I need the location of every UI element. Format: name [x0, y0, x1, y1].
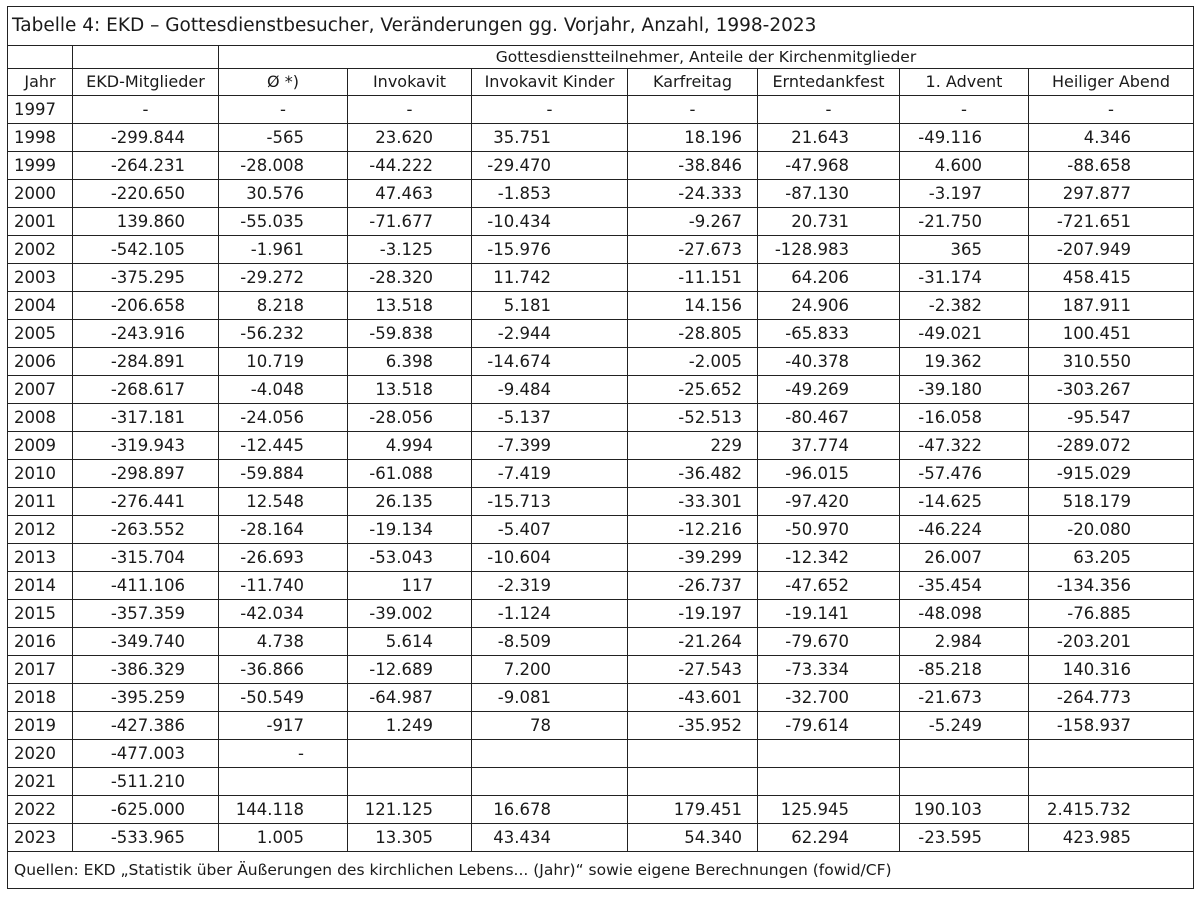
cell-ekd-members: -542.105: [73, 236, 219, 264]
column-header-first-advent: 1. Advent: [900, 69, 1029, 96]
cell-ekd-members: -284.891: [73, 348, 219, 376]
cell-good-friday: -35.952: [628, 712, 758, 740]
cell-first-advent: -23.595: [900, 824, 1029, 852]
cell-first-advent: -49.116: [900, 124, 1029, 152]
cell-ekd-members: -243.916: [73, 320, 219, 348]
cell-invokavit: -28.056: [348, 404, 472, 432]
table-row: [8, 292, 1194, 320]
cell-good-friday: -9.267: [628, 208, 758, 236]
year-cell: 2007: [8, 376, 73, 404]
cell-invokavit-children: -15.713: [472, 488, 628, 516]
cell-harvest-festival: -96.015: [758, 460, 900, 488]
table-body: [8, 96, 1194, 852]
cell-harvest-festival: 20.731: [758, 208, 900, 236]
cell-harvest-festival: [758, 740, 900, 768]
cell-good-friday: -28.805: [628, 320, 758, 348]
cell-harvest-festival: -: [758, 96, 900, 124]
column-header-year: Jahr: [8, 69, 73, 96]
table-row: [8, 124, 1194, 152]
cell-ekd-members: -220.650: [73, 180, 219, 208]
cell-christmas-eve: -203.201: [1029, 628, 1194, 656]
title-row: [8, 7, 1194, 46]
cell-average: -28.164: [219, 516, 348, 544]
cell-christmas-eve: 100.451: [1029, 320, 1194, 348]
cell-first-advent: -21.673: [900, 684, 1029, 712]
cell-first-advent: [900, 740, 1029, 768]
cell-good-friday: -19.197: [628, 600, 758, 628]
year-cell: 2019: [8, 712, 73, 740]
cell-invokavit-children: 16.678: [472, 796, 628, 824]
cell-good-friday: 18.196: [628, 124, 758, 152]
cell-ekd-members: -206.658: [73, 292, 219, 320]
year-cell: 2008: [8, 404, 73, 432]
cell-average: -55.035: [219, 208, 348, 236]
cell-good-friday: -21.264: [628, 628, 758, 656]
cell-average: [219, 768, 348, 796]
year-cell: 2020: [8, 740, 73, 768]
cell-ekd-members: -625.000: [73, 796, 219, 824]
cell-good-friday: 179.451: [628, 796, 758, 824]
cell-invokavit: 13.305: [348, 824, 472, 852]
cell-good-friday: -24.333: [628, 180, 758, 208]
cell-invokavit-children: -7.419: [472, 460, 628, 488]
year-cell: 2018: [8, 684, 73, 712]
cell-first-advent: -47.322: [900, 432, 1029, 460]
cell-average: -12.445: [219, 432, 348, 460]
cell-good-friday: -: [628, 96, 758, 124]
table-row: [8, 796, 1194, 824]
table-row: [8, 152, 1194, 180]
cell-invokavit: -39.002: [348, 600, 472, 628]
cell-invokavit-children: -8.509: [472, 628, 628, 656]
cell-first-advent: 365: [900, 236, 1029, 264]
column-header-row: [8, 69, 1194, 96]
blank-header-cell: [8, 46, 73, 69]
cell-ekd-members: -319.943: [73, 432, 219, 460]
cell-average: -29.272: [219, 264, 348, 292]
year-cell: 2002: [8, 236, 73, 264]
cell-invokavit-children: 7.200: [472, 656, 628, 684]
cell-christmas-eve: -264.773: [1029, 684, 1194, 712]
table-row: [8, 180, 1194, 208]
cell-average: -59.884: [219, 460, 348, 488]
blank-header-cell: [73, 46, 219, 69]
cell-christmas-eve: -: [1029, 96, 1194, 124]
cell-ekd-members: -317.181: [73, 404, 219, 432]
cell-good-friday: -33.301: [628, 488, 758, 516]
cell-average: 12.548: [219, 488, 348, 516]
cell-first-advent: -49.021: [900, 320, 1029, 348]
column-header-ekd-members: EKD-Mitglieder: [73, 69, 219, 96]
cell-harvest-festival: -79.670: [758, 628, 900, 656]
table-row: [8, 432, 1194, 460]
cell-christmas-eve: -303.267: [1029, 376, 1194, 404]
cell-first-advent: -21.750: [900, 208, 1029, 236]
cell-average: -11.740: [219, 572, 348, 600]
table-row: [8, 768, 1194, 796]
cell-harvest-festival: -12.342: [758, 544, 900, 572]
year-cell: 2006: [8, 348, 73, 376]
cell-average: 4.738: [219, 628, 348, 656]
cell-good-friday: -11.151: [628, 264, 758, 292]
cell-average: 1.005: [219, 824, 348, 852]
cell-christmas-eve: -915.029: [1029, 460, 1194, 488]
cell-harvest-festival: 37.774: [758, 432, 900, 460]
cell-first-advent: -39.180: [900, 376, 1029, 404]
cell-average: -24.056: [219, 404, 348, 432]
cell-harvest-festival: -47.652: [758, 572, 900, 600]
cell-ekd-members: -533.965: [73, 824, 219, 852]
cell-first-advent: -: [900, 96, 1029, 124]
table-row: [8, 824, 1194, 852]
cell-invokavit: 117: [348, 572, 472, 600]
year-cell: 2014: [8, 572, 73, 600]
cell-good-friday: -12.216: [628, 516, 758, 544]
cell-first-advent: -16.058: [900, 404, 1029, 432]
cell-good-friday: [628, 768, 758, 796]
year-cell: 2012: [8, 516, 73, 544]
cell-invokavit: -59.838: [348, 320, 472, 348]
cell-good-friday: -52.513: [628, 404, 758, 432]
cell-harvest-festival: -79.614: [758, 712, 900, 740]
cell-ekd-members: -276.441: [73, 488, 219, 516]
cell-first-advent: 19.362: [900, 348, 1029, 376]
cell-harvest-festival: [758, 768, 900, 796]
cell-first-advent: -3.197: [900, 180, 1029, 208]
cell-average: -: [219, 740, 348, 768]
cell-harvest-festival: -128.983: [758, 236, 900, 264]
cell-invokavit: 26.135: [348, 488, 472, 516]
cell-average: -: [219, 96, 348, 124]
cell-christmas-eve: -76.885: [1029, 600, 1194, 628]
cell-invokavit: -3.125: [348, 236, 472, 264]
cell-ekd-members: -477.003: [73, 740, 219, 768]
table-row: [8, 404, 1194, 432]
cell-invokavit-children: -: [472, 96, 628, 124]
cell-good-friday: [628, 740, 758, 768]
cell-average: -28.008: [219, 152, 348, 180]
column-header-average: Ø *): [219, 69, 348, 96]
data-table-container: [7, 6, 1193, 889]
cell-average: -50.549: [219, 684, 348, 712]
column-header-good-friday: Karfreitag: [628, 69, 758, 96]
cell-harvest-festival: -49.269: [758, 376, 900, 404]
cell-good-friday: -27.543: [628, 656, 758, 684]
cell-christmas-eve: 2.415.732: [1029, 796, 1194, 824]
cell-invokavit: -64.987: [348, 684, 472, 712]
cell-invokavit-children: [472, 740, 628, 768]
cell-average: -565: [219, 124, 348, 152]
cell-invokavit: -12.689: [348, 656, 472, 684]
cell-christmas-eve: -134.356: [1029, 572, 1194, 600]
cell-invokavit-children: -9.081: [472, 684, 628, 712]
cell-harvest-festival: -32.700: [758, 684, 900, 712]
column-header-christmas-eve: Heiliger Abend: [1029, 69, 1194, 96]
cell-invokavit: 121.125: [348, 796, 472, 824]
cell-first-advent: 26.007: [900, 544, 1029, 572]
cell-first-advent: 190.103: [900, 796, 1029, 824]
cell-invokavit-children: -29.470: [472, 152, 628, 180]
table-title: Tabelle 4: EKD – Gottesdienstbesucher, Veränderungen gg. Vorjahr, Anzahl, 1998-2023: [8, 7, 1194, 46]
cell-christmas-eve: [1029, 768, 1194, 796]
table-row: [8, 600, 1194, 628]
cell-invokavit: 13.518: [348, 376, 472, 404]
year-cell: 2009: [8, 432, 73, 460]
cell-average: 10.719: [219, 348, 348, 376]
column-header-invokavit: Invokavit: [348, 69, 472, 96]
table-row: [8, 460, 1194, 488]
cell-christmas-eve: 187.911: [1029, 292, 1194, 320]
cell-christmas-eve: -20.080: [1029, 516, 1194, 544]
cell-invokavit: 47.463: [348, 180, 472, 208]
cell-harvest-festival: 62.294: [758, 824, 900, 852]
year-cell: 1998: [8, 124, 73, 152]
cell-first-advent: -85.218: [900, 656, 1029, 684]
cell-invokavit: 6.398: [348, 348, 472, 376]
table-row: [8, 684, 1194, 712]
cell-christmas-eve: 63.205: [1029, 544, 1194, 572]
cell-christmas-eve: -721.651: [1029, 208, 1194, 236]
cell-harvest-festival: -40.378: [758, 348, 900, 376]
table-row: [8, 740, 1194, 768]
cell-average: 30.576: [219, 180, 348, 208]
cell-harvest-festival: -73.334: [758, 656, 900, 684]
cell-invokavit: -61.088: [348, 460, 472, 488]
source-row: [8, 852, 1194, 889]
cell-invokavit-children: -15.976: [472, 236, 628, 264]
cell-invokavit-children: -2.944: [472, 320, 628, 348]
year-cell: 2017: [8, 656, 73, 684]
cell-christmas-eve: -88.658: [1029, 152, 1194, 180]
cell-christmas-eve: 310.550: [1029, 348, 1194, 376]
cell-invokavit-children: -5.407: [472, 516, 628, 544]
cell-christmas-eve: 458.415: [1029, 264, 1194, 292]
cell-invokavit-children: -10.434: [472, 208, 628, 236]
cell-harvest-festival: 21.643: [758, 124, 900, 152]
cell-first-advent: -57.476: [900, 460, 1029, 488]
cell-average: -1.961: [219, 236, 348, 264]
cell-first-advent: -2.382: [900, 292, 1029, 320]
church-attendance-table: [7, 6, 1194, 889]
cell-harvest-festival: -65.833: [758, 320, 900, 348]
year-cell: 2023: [8, 824, 73, 852]
cell-invokavit-children: [472, 768, 628, 796]
cell-average: -4.048: [219, 376, 348, 404]
cell-ekd-members: -375.295: [73, 264, 219, 292]
cell-christmas-eve: 297.877: [1029, 180, 1194, 208]
cell-invokavit: -19.134: [348, 516, 472, 544]
cell-invokavit: 1.249: [348, 712, 472, 740]
cell-invokavit: 4.994: [348, 432, 472, 460]
cell-invokavit-children: -14.674: [472, 348, 628, 376]
group-header-row: [8, 46, 1194, 69]
cell-invokavit-children: -7.399: [472, 432, 628, 460]
cell-average: -42.034: [219, 600, 348, 628]
year-cell: 2001: [8, 208, 73, 236]
cell-ekd-members: -411.106: [73, 572, 219, 600]
cell-first-advent: [900, 768, 1029, 796]
cell-christmas-eve: 518.179: [1029, 488, 1194, 516]
cell-good-friday: 14.156: [628, 292, 758, 320]
cell-first-advent: -31.174: [900, 264, 1029, 292]
cell-harvest-festival: -47.968: [758, 152, 900, 180]
cell-christmas-eve: 4.346: [1029, 124, 1194, 152]
cell-invokavit-children: -1.124: [472, 600, 628, 628]
table-row: [8, 712, 1194, 740]
cell-invokavit-children: 35.751: [472, 124, 628, 152]
year-cell: 2021: [8, 768, 73, 796]
cell-ekd-members: -349.740: [73, 628, 219, 656]
year-cell: 2000: [8, 180, 73, 208]
year-cell: 2004: [8, 292, 73, 320]
cell-invokavit-children: 5.181: [472, 292, 628, 320]
cell-invokavit: [348, 740, 472, 768]
cell-first-advent: -35.454: [900, 572, 1029, 600]
year-cell: 2015: [8, 600, 73, 628]
cell-invokavit-children: -10.604: [472, 544, 628, 572]
cell-harvest-festival: 125.945: [758, 796, 900, 824]
cell-good-friday: -25.652: [628, 376, 758, 404]
cell-harvest-festival: -19.141: [758, 600, 900, 628]
table-row: [8, 236, 1194, 264]
cell-first-advent: 2.984: [900, 628, 1029, 656]
cell-ekd-members: -263.552: [73, 516, 219, 544]
cell-first-advent: 4.600: [900, 152, 1029, 180]
cell-good-friday: -26.737: [628, 572, 758, 600]
year-cell: 2003: [8, 264, 73, 292]
table-row: [8, 656, 1194, 684]
cell-invokavit-children: 43.434: [472, 824, 628, 852]
cell-invokavit: [348, 768, 472, 796]
cell-invokavit: 23.620: [348, 124, 472, 152]
cell-invokavit-children: -2.319: [472, 572, 628, 600]
table-row: [8, 488, 1194, 516]
cell-ekd-members: -427.386: [73, 712, 219, 740]
cell-invokavit-children: 78: [472, 712, 628, 740]
table-row: [8, 320, 1194, 348]
cell-ekd-members: -299.844: [73, 124, 219, 152]
cell-good-friday: -27.673: [628, 236, 758, 264]
cell-christmas-eve: -95.547: [1029, 404, 1194, 432]
cell-harvest-festival: -87.130: [758, 180, 900, 208]
cell-good-friday: -2.005: [628, 348, 758, 376]
cell-invokavit-children: -5.137: [472, 404, 628, 432]
table-row: [8, 376, 1194, 404]
cell-good-friday: -43.601: [628, 684, 758, 712]
cell-first-advent: -46.224: [900, 516, 1029, 544]
year-cell: 2022: [8, 796, 73, 824]
table-row: [8, 264, 1194, 292]
cell-invokavit-children: 11.742: [472, 264, 628, 292]
table-row: [8, 96, 1194, 124]
table-row: [8, 348, 1194, 376]
cell-harvest-festival: 24.906: [758, 292, 900, 320]
cell-christmas-eve: 140.316: [1029, 656, 1194, 684]
cell-invokavit: 13.518: [348, 292, 472, 320]
cell-ekd-members: -264.231: [73, 152, 219, 180]
cell-christmas-eve: -158.937: [1029, 712, 1194, 740]
year-cell: 1999: [8, 152, 73, 180]
cell-first-advent: -5.249: [900, 712, 1029, 740]
cell-average: -36.866: [219, 656, 348, 684]
cell-christmas-eve: -289.072: [1029, 432, 1194, 460]
year-cell: 2010: [8, 460, 73, 488]
cell-invokavit-children: -9.484: [472, 376, 628, 404]
group-header: Gottesdienstteilnehmer, Anteile der Kirchenmitglieder: [219, 46, 1194, 69]
cell-ekd-members: -268.617: [73, 376, 219, 404]
cell-christmas-eve: 423.985: [1029, 824, 1194, 852]
cell-invokavit-children: -1.853: [472, 180, 628, 208]
cell-harvest-festival: -80.467: [758, 404, 900, 432]
cell-ekd-members: 139.860: [73, 208, 219, 236]
table-row: [8, 628, 1194, 656]
cell-invokavit: -53.043: [348, 544, 472, 572]
cell-average: -917: [219, 712, 348, 740]
cell-average: 144.118: [219, 796, 348, 824]
cell-good-friday: -38.846: [628, 152, 758, 180]
cell-ekd-members: -298.897: [73, 460, 219, 488]
cell-harvest-festival: 64.206: [758, 264, 900, 292]
cell-invokavit: 5.614: [348, 628, 472, 656]
column-header-harvest-festival: Erntedankfest: [758, 69, 900, 96]
cell-average: 8.218: [219, 292, 348, 320]
column-header-invokavit-children: Invokavit Kinder: [472, 69, 628, 96]
table-row: [8, 208, 1194, 236]
cell-invokavit: -44.222: [348, 152, 472, 180]
cell-ekd-members: -315.704: [73, 544, 219, 572]
table-row: [8, 544, 1194, 572]
year-cell: 2013: [8, 544, 73, 572]
cell-ekd-members: -395.259: [73, 684, 219, 712]
cell-ekd-members: -511.210: [73, 768, 219, 796]
cell-christmas-eve: [1029, 740, 1194, 768]
cell-christmas-eve: -207.949: [1029, 236, 1194, 264]
cell-harvest-festival: -50.970: [758, 516, 900, 544]
source-note: Quellen: EKD „Statistik über Äußerungen des kirchlichen Lebens... (Jahr)“ sowie eigene Berechnungen (fowid/CF): [8, 852, 1194, 889]
year-cell: 2005: [8, 320, 73, 348]
cell-invokavit: -: [348, 96, 472, 124]
cell-invokavit: -71.677: [348, 208, 472, 236]
year-cell: 1997: [8, 96, 73, 124]
cell-first-advent: -14.625: [900, 488, 1029, 516]
cell-ekd-members: -: [73, 96, 219, 124]
cell-ekd-members: -386.329: [73, 656, 219, 684]
cell-good-friday: 229: [628, 432, 758, 460]
cell-average: -26.693: [219, 544, 348, 572]
table-row: [8, 516, 1194, 544]
cell-invokavit: -28.320: [348, 264, 472, 292]
year-cell: 2011: [8, 488, 73, 516]
cell-good-friday: -39.299: [628, 544, 758, 572]
table-row: [8, 572, 1194, 600]
cell-good-friday: 54.340: [628, 824, 758, 852]
cell-first-advent: -48.098: [900, 600, 1029, 628]
cell-good-friday: -36.482: [628, 460, 758, 488]
cell-average: -56.232: [219, 320, 348, 348]
cell-ekd-members: -357.359: [73, 600, 219, 628]
year-cell: 2016: [8, 628, 73, 656]
cell-harvest-festival: -97.420: [758, 488, 900, 516]
